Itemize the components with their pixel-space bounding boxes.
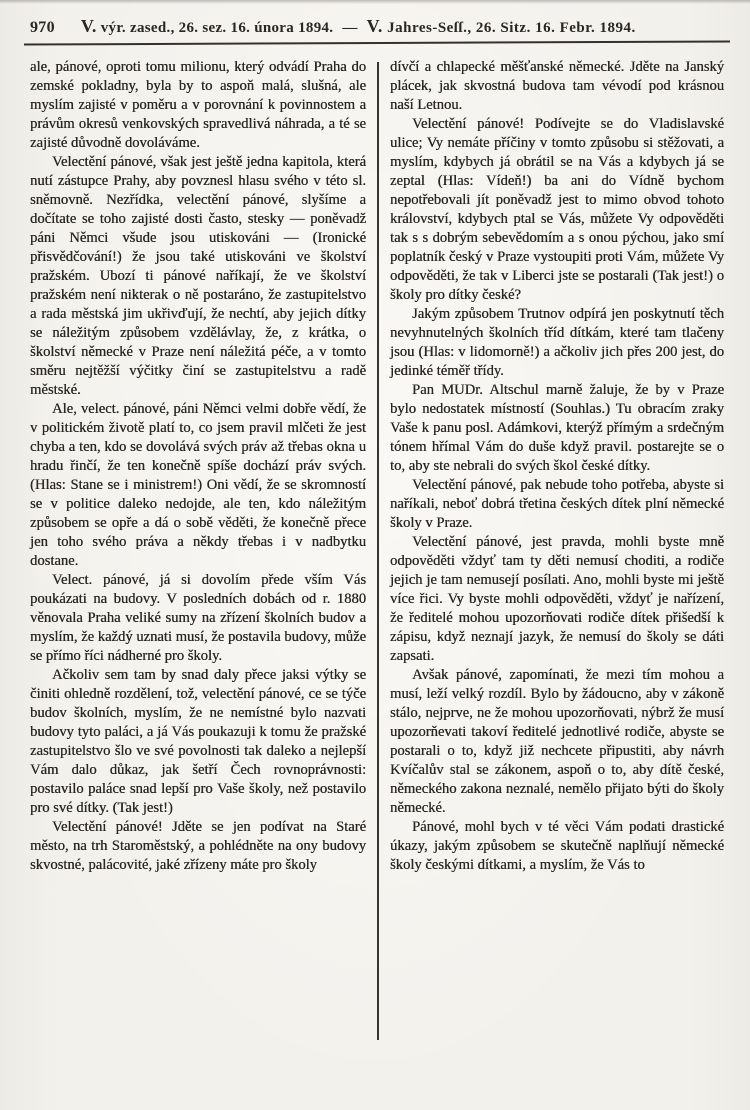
header-czech-text: výr. zased., 26. sez. 16. února 1894. <box>96 20 334 36</box>
paragraph: Velect. pánové, já si dovolím přede vším Vás poukázati na budovy. V posledních dobách od r. 1880 věnovala Praha veliké sumy na zřízení školních budov a myslím, že každý uznati musí, že postavila budovy, může se přímo říci nádherné pro školy. <box>30 572 366 664</box>
column-divider <box>377 62 379 1040</box>
paragraph: dívčí a chlapecké měšťanské německé. Jděte na Janský plácek, jak skvostná budova tam vévodí pod krásnou naší Letnou. <box>390 59 724 113</box>
paragraph: Velectění pánové, však jest ještě jedna kapitola, která nutí zástupce Prahy, aby povznesl hlasu svého v této sl. sněmovně. Nezřídka, velectění pánové, slyšíme a dočítate se toho zajisté dosti často, stesky — poněvadž páni Němci všude jsou utiskováni — (Ironické přisvědčování!) že jsou také utiskováni ve školství pražském. Ubozí ti pánové naříkají, že ve školství pražském není nikterak o ně postaráno, že zastupitelstvo a rada městská jim ukřivďují, že nechtí, aby jejich dítky se náležitým způsobem vzdělávlay, že, z krátka, o školství německé v Praze není náležitá péče, a v tomto směru nejtěžší výčitky činí se zastupitelstvu a radě městské. <box>30 154 366 398</box>
header-separator: — <box>342 20 358 36</box>
paragraph: Velectění pánové! Jděte se jen podívat na Staré město, na trh Staroměstský, a pohlédněte na ony budovy skvostné, palácovité, jaké zřízeny máte pro školy <box>30 819 366 873</box>
page-number: 970 <box>30 19 55 36</box>
header-german-initial: V. <box>366 16 383 36</box>
scan-edge-shadow <box>0 0 750 4</box>
header-czech <box>81 16 333 37</box>
header-german-text: Jahres-Seſſ., 26. Sitz. 16. Febr. 1894. <box>382 20 636 36</box>
header-rule <box>24 40 730 45</box>
paragraph: Ale, velect. pánové, páni Němci velmi dobře vědí, že v politickém životě platí to, co jsem pravil mlčeti že jest chyba a ten, kdo se dovolává svých práv až třebas okna u hradu řinčí, že ten konečně spíše dochází práv svých. (Hlas: Stane se i ministrem!) Oni vědí, že se skromností se v politice daleko nedojde, ale ten, kdo náležitým způsobem se opře a dá o sobě věděti, že konečně přece jen toho svého práva a někdy třebas i v nadbytku dostane. <box>30 401 366 569</box>
header-german <box>367 16 636 37</box>
paragraph: Pánové, mohl bych v té věci Vám podati drastické úkazy, jakým způsobem se skutečně naplňují německé školy českými dítkami, a myslím, že Vás to <box>390 819 724 873</box>
paragraph: Pan MUDr. Altschul marně žaluje, že by v Praze bylo nedostatek místností (Souhlas.) Tu obracím zraky Vaše k panu posl. Adámkovi, kterýž přímým a srdečným tónem hřímal Vám do duše když pravil. postarejte se o to, aby ste nebrali do svých škol české dítky. <box>390 382 724 474</box>
paragraph: Velectění pánové, jest pravda, mohli byste mně odpověděti vždyť tam ty děti nemusí choditi, a rodiče jejich je tam nemusejí posílati. Ano, mohli byste mi ještě více řici. Vy byste mohli odpověděti, vždyť je nařízení, že ředitelé mohou upozorňovati rodiče dítek přišedší k zápisu, když neznají jazyk, že nemusí do školy se dáti zapsati. <box>390 534 724 664</box>
paragraph: Velectění pánové! Podívejte se do Vladislavské ulice; Vy nemáte příčiny v tomto způsobu si stěžovati, a myslím, kdybych já obrátil se na Vás a kdybych já se zeptal (Hlas: Vídeň!) ba ani do Vídně bychom nepotřebovali jít poněvadž jest to mimo obvod tohoto království, kdybych ptal se Vás, můžete Vy odpověděti tak s s dobrým sebevědomím a s onou pýchou, jako smí poplatník český v Praze vystoupiti proti Vám, můžete Vy odpověděti, že tak v Liberci jste se postarali (Tak jest!) o školy pro dítky české? <box>390 116 724 303</box>
paragraph: Jakým způsobem Trutnov odpírá jen poskytnutí těch nevyhnutelných školních tříd dítkám, které tam tlačeny jsou (Hlas: v lidomorně!) a ačkoliv jich přes 200 jest, do jedinké téměř třídy. <box>390 306 724 379</box>
header-czech-initial: V. <box>80 16 97 36</box>
page-header <box>30 16 726 37</box>
text-column-left <box>30 58 366 875</box>
text-column-right <box>390 58 724 875</box>
paragraph: Avšak pánové, zapomínati, že mezi tím mohou a musí, leží velký rozdíl. Bylo by žádoucno, aby v zákoně stálo, nejprve, ne že mohou upozorňovati, nýbrž že musí upozorňevati takoví ředitelé jednotlivé rodiče, abyste se postarali o to, když již nechcete připustiti, aby návrh Kvíčalův stal se zákonem, aspoň o to, aby dítě české, německého zakona neznalé, nemělo přijato býti do školy německé. <box>390 667 724 816</box>
paragraph: Velectění pánové, pak nebude toho potřeba, abyste si naříkali, neboť dobrá třetina českých dítek plní německé školy v Praze. <box>390 477 724 531</box>
page-body <box>30 58 724 1096</box>
paragraph: ale, pánové, oproti tomu milionu, který odvádí Praha do zemské pokladny, byla by to aspoň malá, slušná, ale myslím zajisté v poměru a v porovnání k povinnostem a právům okresů venkovských spravedlivá náhrada, a té se zajisté důvodně dovoláváme. <box>30 59 366 151</box>
paragraph: Ačkoliv sem tam by snad daly přece jaksi výtky se činiti ohledně rozdělení, tož, velectění pánové, ce se týče budov školních, myslím, že ne nemístné bylo nazvati budovy tyto paláci, a já Vás poukazuji k tomu že pražské zastupitelstvo šlo ve své povolnosti tak daleko a nejlepší Vám dalo důkaz, jak šetří Čech rovnoprávnosti: postavilo paláce snad lepší pro Vaše školy, než postavilo pro své dítky. (Tak jest!) <box>30 667 366 816</box>
